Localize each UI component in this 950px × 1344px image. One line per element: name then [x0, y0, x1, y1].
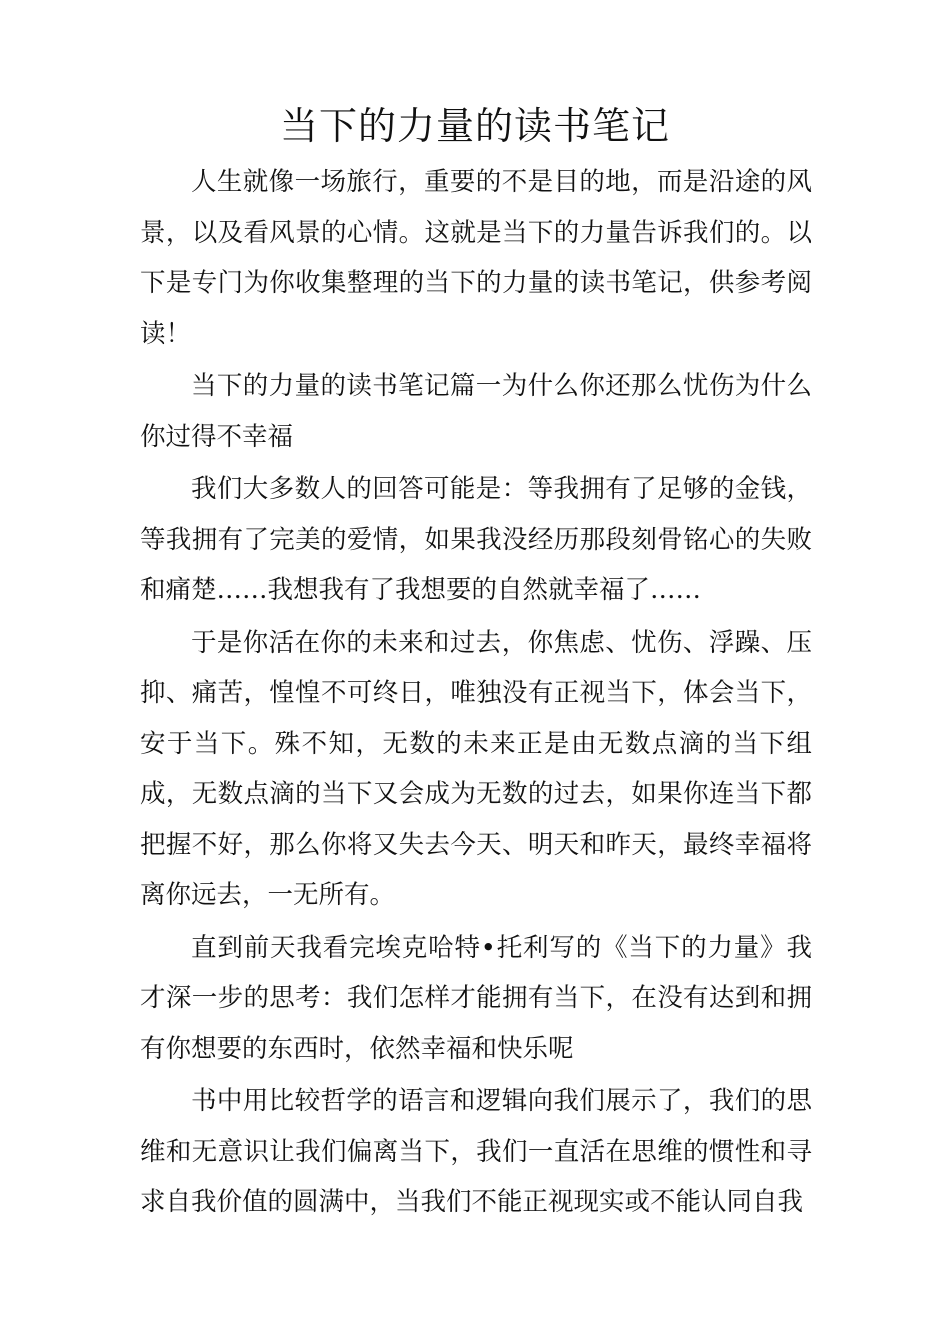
paragraph-future-past: 于是你活在你的未来和过去，你焦虑、忧伤、浮躁、压抑、痛苦，惶惶不可终日，唯独没有正视当下，体会当下，安于当下。殊不知，无数的未来正是由无数点滴的当下组成，无数点滴的当下又会成为无数的过去，如果你连当下都把握不好，那么你将又失去今天、明天和昨天，最终幸福将离你远去，一无所有。	[140, 627, 812, 910]
paragraph-section-heading: 当下的力量的读书笔记篇一为什么你还那么忧伤为什么你过得不幸福	[140, 371, 812, 452]
paragraph-book-content: 书中用比较哲学的语言和逻辑向我们展示了，我们的思维和无意识让我们偏离当下，我们一直活在思维的惯性和寻求自我价值的圆满中，当我们不能正视现实或不能认同自我	[140, 1086, 812, 1217]
document-body	[140, 157, 812, 1230]
document-title: 当下的力量的读书笔记	[279, 104, 670, 148]
paragraph-answers: 我们大多数人的回答可能是：等我拥有了足够的金钱，等我拥有了完美的爱情，如果我没经历那段刻骨铭心的失败和痛楚……我想我有了我想要的自然就幸福了……	[140, 474, 812, 605]
paragraph-intro: 人生就像一场旅行，重要的不是目的地，而是沿途的风景，以及看风景的心情。这就是当下的力量告诉我们的。以下是专门为你收集整理的当下的力量的读书笔记，供参考阅读！	[140, 167, 812, 349]
paragraph-book-reading: 直到前天我看完埃克哈特•托利写的《当下的力量》我才深一步的思考：我们怎样才能拥有当下，在没有达到和拥有你想要的东西时，依然幸福和快乐呢	[140, 932, 812, 1064]
